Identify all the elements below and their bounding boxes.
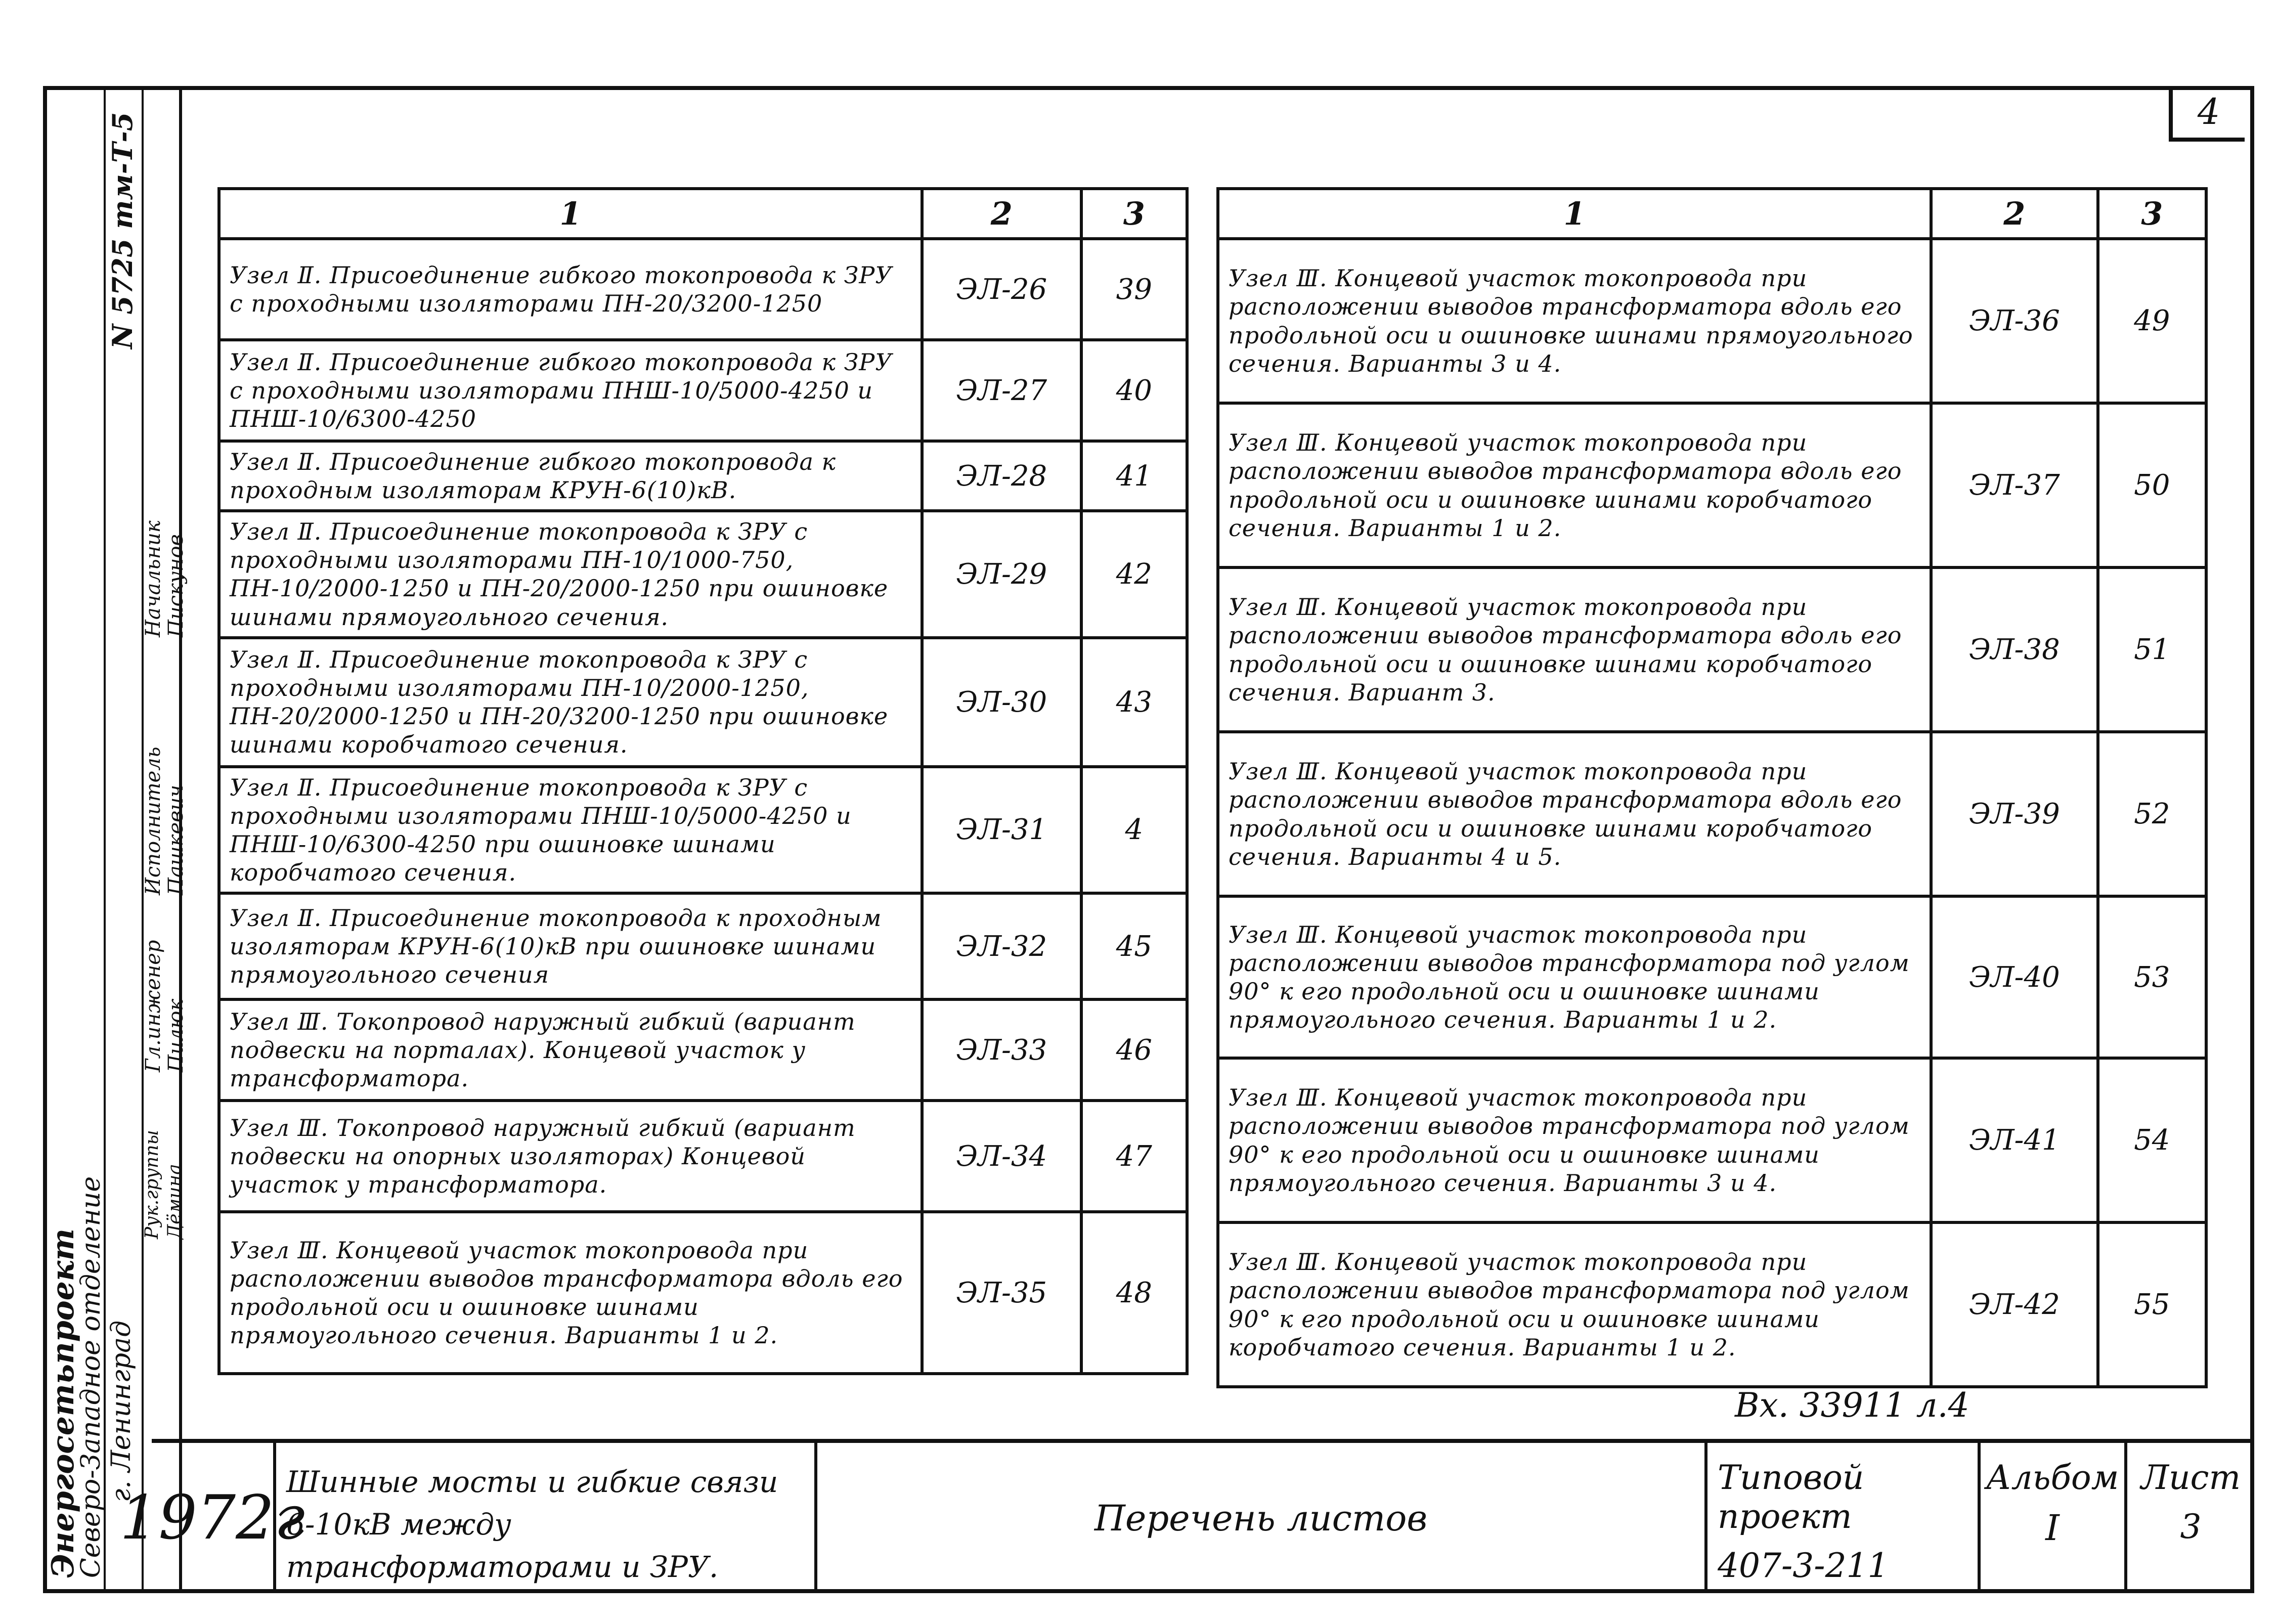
- row-description: Узел Ⅱ. Присоединение токопровода к ЗРУ с проходными изоляторами ПНШ-10/5000-4250 и ПНШ-10/6300-4250 при ошиновке шинами коробчатого сечения.: [219, 767, 922, 893]
- page-number: 47: [1081, 1101, 1187, 1212]
- sheet-cell: [2124, 1443, 2254, 1593]
- drawing-code: ЭЛ-30: [922, 638, 1081, 767]
- col-header-2: 2: [1931, 189, 2097, 239]
- col-header-2: 2: [922, 189, 1081, 239]
- project-cell: [1704, 1443, 1978, 1593]
- table-row: [1218, 403, 2206, 567]
- project-number: 407-3-211: [1718, 1546, 1889, 1585]
- row-description: Узел Ⅲ. Токопровод наружный гибкий (вариант подвески на порталах). Концевой участок у трансформатора.: [219, 999, 922, 1101]
- page-number: 39: [1081, 239, 1187, 340]
- sheet-number: 3: [2180, 1507, 2202, 1546]
- side-stamp-strip: [43, 86, 188, 1593]
- row-description: Узел Ⅱ. Присоединение токопровода к проходным изоляторам КРУН-6(10)кВ при ошиновке шинами прямоугольного сечения: [219, 893, 922, 999]
- year: 1972г: [119, 1483, 305, 1553]
- table-row: [1218, 567, 2206, 732]
- page-number: 50: [2098, 403, 2206, 567]
- page-number: 42: [1081, 511, 1187, 637]
- row-description: Узел Ⅲ. Концевой участок токопровода при расположении выводов трансформатора под углом 90° к его продольной оси и ошиновке шинами прямоугольного сечения. Варианты 1 и 2.: [1218, 896, 1931, 1058]
- table-row: [219, 340, 1187, 441]
- row-description: Узел Ⅱ. Присоединение гибкого токопровода к ЗРУ с проходными изоляторами ПНШ-10/5000-4250 и ПНШ-10/6300-4250: [219, 340, 922, 441]
- album-number: I: [2045, 1507, 2060, 1549]
- org-line-2: Северо-Западное отделение: [76, 1176, 106, 1578]
- drawing-code: ЭЛ-27: [922, 340, 1081, 441]
- row-description: Узел Ⅲ. Концевой участок токопровода при расположении выводов трансформатора вдоль его продольной оси и ошиновке шинами прямоугольного сечения. Варианты 3 и 4.: [1218, 239, 1931, 403]
- page-number: 52: [2098, 732, 2206, 896]
- album-cell: [1978, 1443, 2124, 1593]
- table-row: [1218, 732, 2206, 896]
- row-description: Узел Ⅱ. Присоединение токопровода к ЗРУ с проходными изоляторами ПН-10/1000-750, ПН-10/2000-1250 и ПН-20/2000-1250 при ошиновке шинами прямоугольного сечения.: [219, 511, 922, 637]
- page-number: 54: [2098, 1058, 2206, 1222]
- page-number: 51: [2098, 567, 2206, 732]
- row-description: Узел Ⅲ. Концевой участок токопровода при расположении выводов трансформатора вдоль его продольной оси и ошиновке шинами коробчатого сечения. Варианты 4 и 5.: [1218, 732, 1931, 896]
- page-number: 53: [2098, 896, 2206, 1058]
- table-row: [219, 893, 1187, 999]
- row-description: Узел Ⅲ. Концевой участок токопровода при расположении выводов трансформатора вдоль его продольной оси и ошиновке шинами коробчатого сечения. Варианты 1 и 2.: [1218, 403, 1931, 567]
- drawing-code: ЭЛ-37: [1931, 403, 2097, 567]
- table-row: [1218, 239, 2206, 403]
- table-row: [219, 767, 1187, 893]
- table-row: [1218, 1058, 2206, 1222]
- page-number: 49: [2098, 239, 2206, 403]
- drawing-code: ЭЛ-34: [922, 1101, 1081, 1212]
- table-row: [219, 638, 1187, 767]
- head-name: Пискунов: [164, 534, 188, 637]
- head-label: Начальник: [142, 520, 165, 637]
- drawing-code: ЭЛ-38: [1931, 567, 2097, 732]
- checked-name: Пилюк: [164, 998, 188, 1072]
- inventory-stamp: Вх. 33911 л.4: [1735, 1386, 1969, 1425]
- drawing-code: ЭЛ-31: [922, 767, 1081, 893]
- page-number: 48: [1081, 1212, 1187, 1374]
- page-number: 40: [1081, 340, 1187, 441]
- table-row: [219, 1101, 1187, 1212]
- col-header-1: 1: [1218, 189, 1931, 239]
- table-row: [219, 999, 1187, 1101]
- executor-name: Пашкевич: [164, 784, 188, 895]
- table-row: [1218, 896, 2206, 1058]
- table-row: [219, 441, 1187, 511]
- row-description: Узел Ⅲ. Токопровод наружный гибкий (вариант подвески на опорных изоляторах) Концевой участок у трансформатора.: [219, 1101, 922, 1212]
- table-row: [219, 511, 1187, 637]
- drawing-code: ЭЛ-32: [922, 893, 1081, 999]
- sheet-number-corner: 4: [2169, 86, 2245, 142]
- page-number: 55: [2098, 1222, 2206, 1387]
- org-line-3: г. Ленинград: [106, 1320, 137, 1502]
- subject: Шинные мосты и гибкие связи 6-10кВ между трансформаторами и ЗРУ.: [273, 1443, 814, 1593]
- row-description: Узел Ⅲ. Концевой участок токопровода при расположении выводов трансформатора под углом 90° к его продольной оси и ошиновке шинами прямоугольного сечения. Варианты 3 и 4.: [1218, 1058, 1931, 1222]
- page-number: 43: [1081, 638, 1187, 767]
- drawing-code: ЭЛ-40: [1931, 896, 2097, 1058]
- sheet-index-table-left: [217, 187, 1189, 1375]
- drawing-code: ЭЛ-28: [922, 441, 1081, 511]
- sheet-label: Лист: [2140, 1458, 2241, 1497]
- project-code: N 5725 тм-Т-5: [106, 112, 139, 349]
- project-label: Типовой проект: [1718, 1458, 1864, 1536]
- page-number: 4: [1081, 767, 1187, 893]
- drawing-code: ЭЛ-35: [922, 1212, 1081, 1374]
- row-description: Узел Ⅱ. Присоединение гибкого токопровода к ЗРУ с проходными изоляторами ПН-20/3200-1250: [219, 239, 922, 340]
- org-line-1: Энергосетьпроект: [46, 1228, 81, 1578]
- row-description: Узел Ⅱ. Присоединение гибкого токопровода к проходным изоляторам КРУН-6(10)кВ.: [219, 441, 922, 511]
- page-number: 41: [1081, 441, 1187, 511]
- page-number: 46: [1081, 999, 1187, 1101]
- sheet-title: Перечень листов: [814, 1443, 1704, 1593]
- drawing-code: ЭЛ-36: [1931, 239, 2097, 403]
- table-row: [1218, 1222, 2206, 1387]
- chief-name: Дёмина: [164, 1164, 185, 1239]
- checked-label: Гл.инженер: [142, 940, 165, 1072]
- album-label: Альбом: [1986, 1458, 2119, 1497]
- sheet-index-table-right: [1216, 187, 2208, 1388]
- drawing-code: ЭЛ-39: [1931, 732, 2097, 896]
- drawing-code: ЭЛ-41: [1931, 1058, 2097, 1222]
- col-header-3: 3: [1081, 189, 1187, 239]
- table-row: [219, 239, 1187, 340]
- row-description: Узел Ⅱ. Присоединение токопровода к ЗРУ с проходными изоляторами ПН-10/2000-1250, ПН-20/2000-1250 и ПН-20/3200-1250 при ошиновке шинами коробчатого сечения.: [219, 638, 922, 767]
- page-number: 45: [1081, 893, 1187, 999]
- col-header-3: 3: [2098, 189, 2206, 239]
- col-header-1: 1: [219, 189, 922, 239]
- row-description: Узел Ⅲ. Концевой участок токопровода при расположении выводов трансформатора вдоль его продольной оси и ошиновке шинами коробчатого сечения. Вариант 3.: [1218, 567, 1931, 732]
- drawing-code: ЭЛ-29: [922, 511, 1081, 637]
- drawing-code: ЭЛ-42: [1931, 1222, 2097, 1387]
- row-description: Узел Ⅲ. Концевой участок токопровода при расположении выводов трансформатора под углом 90° к его продольной оси и ошиновке шинами коробчатого сечения. Варианты 1 и 2.: [1218, 1222, 1931, 1387]
- title-block: [119, 1439, 2254, 1593]
- drawing-code: ЭЛ-26: [922, 239, 1081, 340]
- row-description: Узел Ⅲ. Концевой участок токопровода при расположении выводов трансформатора вдоль его продольной оси и ошиновке шинами прямоугольного сечения. Варианты 1 и 2.: [219, 1212, 922, 1374]
- drawing-code: ЭЛ-33: [922, 999, 1081, 1101]
- table-row: [219, 1212, 1187, 1374]
- chief-label: Рук.группы: [142, 1130, 162, 1239]
- executor-label: Исполнитель: [142, 747, 165, 895]
